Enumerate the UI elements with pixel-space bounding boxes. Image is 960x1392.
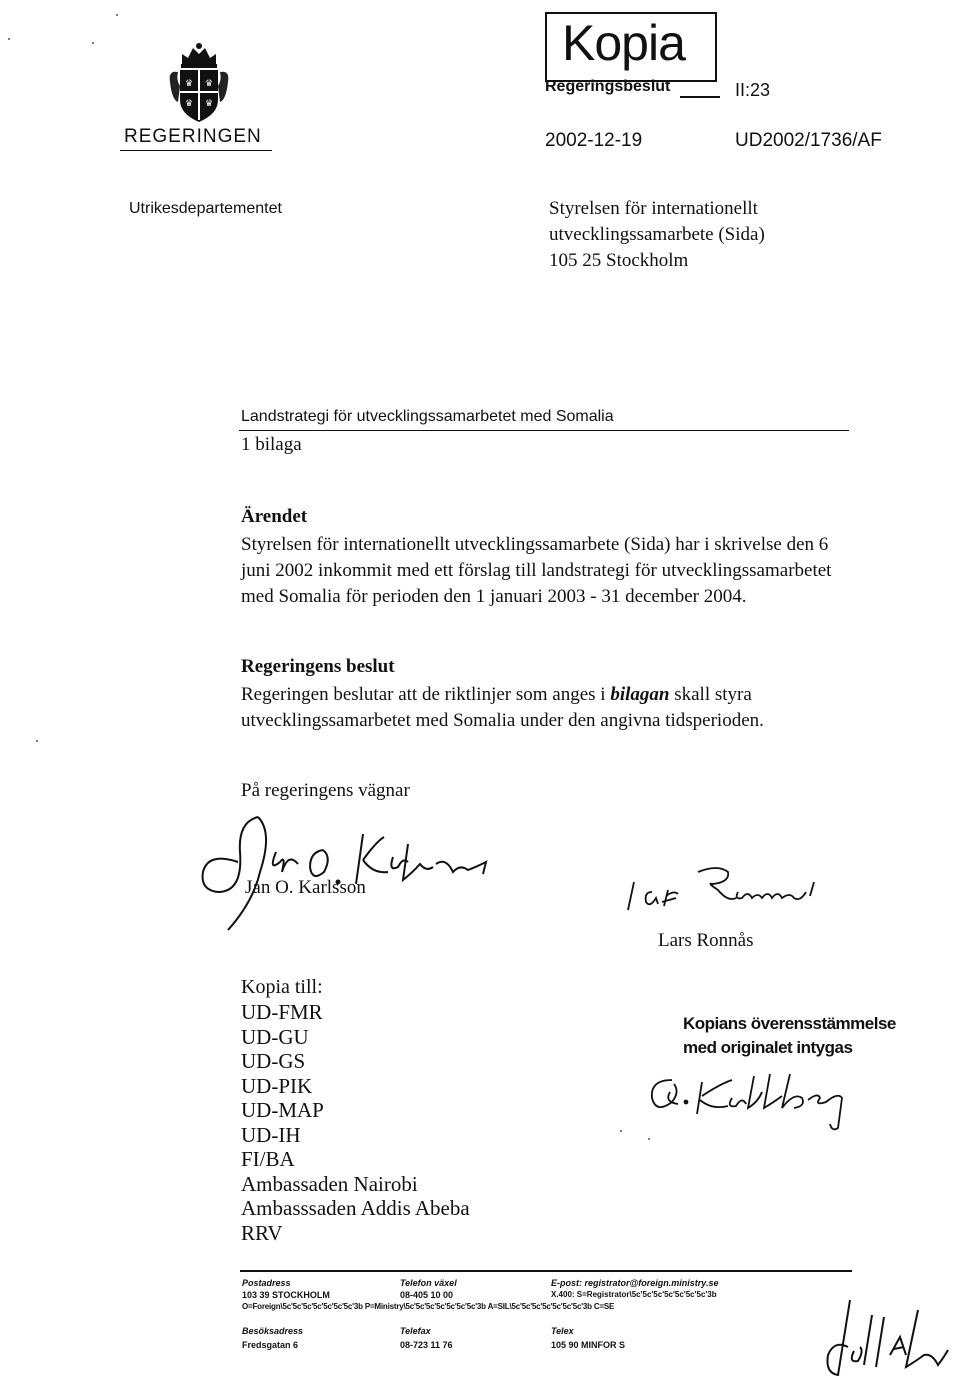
- regeringsbeslut-label: Regeringsbeslut: [545, 78, 671, 95]
- beslut-text: Regeringen beslutar att de riktlinjer som anges i: [241, 684, 611, 705]
- footer-visit-value: Fredsgatan 6: [242, 1340, 299, 1350]
- copy-recipient: UD-GS: [241, 1049, 306, 1073]
- government-rule: [120, 150, 272, 151]
- beslut-text: skall styra utvecklingssamarbetet med Somalia under den angivna tidsperioden.: [241, 684, 764, 731]
- copy-recipient: UD-IH: [241, 1122, 301, 1147]
- signature-certification: [642, 1062, 882, 1134]
- copy-recipient: UD-MAP: [241, 1098, 324, 1122]
- subject-title: Landstrategi för utvecklingssamarbetet med Somalia: [241, 408, 614, 425]
- footer-telex-label: Telex: [551, 1326, 574, 1336]
- copies-heading: Kopia till:: [241, 976, 323, 998]
- arendet-paragraph: Styrelsen för internationellt utvecklingssamarbete (Sida) har i skrivelse den 6 juni 2002 inkommit med ett förslag till landstrategi för utvecklingssamarbetet med Somalia för perioden den 1 januari 2003 - 31 december 2004.: [241, 534, 832, 607]
- beslut-emphasis: bilagan: [610, 684, 670, 705]
- footer-fax-value: 08-723 11 76: [400, 1340, 453, 1350]
- handwritten-initials: [820, 1295, 950, 1380]
- footer-email: E-post: registrator@foreign.ministry.se: [551, 1278, 719, 1288]
- document-date: 2002-12-19: [545, 130, 643, 151]
- scan-speck: [648, 1138, 650, 1140]
- copy-recipient: UD-FMR: [241, 1000, 323, 1024]
- scan-speck: [8, 38, 10, 40]
- footer-visit-label: Besöksadress: [242, 1326, 304, 1336]
- svg-text:♛: ♛: [204, 99, 214, 109]
- signatory-ronnas: Lars Ronnås: [658, 930, 754, 951]
- footer-directory-name: O=Foreign\5c'5c'5c'5c'5c'5c'5c'3b P=Ministry\5c'5c'5c'5c'5c'5c'5c'3b A=SIL\5c'5c'5c'5c'5c'5c'5c'3b C=SE: [242, 1302, 615, 1311]
- scan-speck: [620, 1130, 622, 1132]
- recipient-line: utvecklingssamarbete (Sida): [549, 224, 765, 245]
- arendet-heading: Ärendet: [241, 506, 308, 527]
- copy-recipient: Ambassaden Nairobi: [241, 1171, 418, 1196]
- footer-rule: [240, 1270, 852, 1272]
- government-name: REGERINGEN: [124, 126, 262, 147]
- signature-ronnas: [618, 862, 858, 917]
- kopia-stamp: Kopia: [562, 15, 685, 71]
- signature-karlsson: [198, 812, 498, 937]
- scan-speck: [36, 740, 38, 742]
- copy-recipient: UD-PIK: [241, 1073, 313, 1098]
- signatory-karlsson: Jan O. Karlsson: [245, 877, 366, 898]
- recipient-line: Styrelsen för internationellt: [549, 198, 758, 219]
- coat-of-arms-emblem: [168, 42, 230, 128]
- regeringsbeslut-rule: [680, 96, 720, 98]
- recipient-address: [549, 196, 765, 274]
- certification-line: med originalet intygas: [683, 1038, 853, 1057]
- footer-postal-value: 103 39 STOCKHOLM: [242, 1290, 330, 1300]
- footer-telex-value: 105 90 MINFOR S: [551, 1340, 626, 1350]
- footer-phone-value: 08-405 10 00: [400, 1290, 454, 1300]
- recipient-line: 105 25 Stockholm: [549, 250, 689, 271]
- on-behalf-line: På regeringens vägnar: [241, 780, 410, 801]
- reference-number: UD2002/1736/AF: [735, 130, 882, 151]
- svg-text:♛: ♛: [204, 79, 214, 89]
- item-number: II:23: [735, 80, 771, 100]
- copy-recipient: Ambasssaden Addis Abeba: [241, 1196, 470, 1220]
- footer-x400: X.400: S=Registrator\5c'5c'5c'5c'5c'5c'5c'3b: [551, 1290, 717, 1299]
- copies-list: [241, 1000, 470, 1245]
- department: Utrikesdepartementet: [129, 200, 282, 217]
- copy-recipient: RRV: [241, 1220, 283, 1245]
- footer-fax-label: Telefax: [400, 1326, 431, 1336]
- certification-line: Kopians överensstämmelse: [683, 1014, 896, 1033]
- scan-speck: [116, 14, 118, 16]
- copy-recipient: UD-GU: [241, 1024, 309, 1049]
- attachment-count: 1 bilaga: [241, 434, 302, 455]
- subject-rule: [239, 430, 849, 431]
- scan-speck: [92, 42, 94, 44]
- svg-text:♛: ♛: [184, 79, 194, 89]
- footer-postal-label: Postadress: [242, 1278, 291, 1288]
- beslut-heading: Regeringens beslut: [241, 656, 395, 677]
- svg-text:♛: ♛: [184, 99, 194, 109]
- copy-recipient: FI/BA: [241, 1147, 295, 1171]
- footer-phone-label: Telefon växel: [400, 1278, 457, 1288]
- beslut-paragraph: [241, 682, 861, 734]
